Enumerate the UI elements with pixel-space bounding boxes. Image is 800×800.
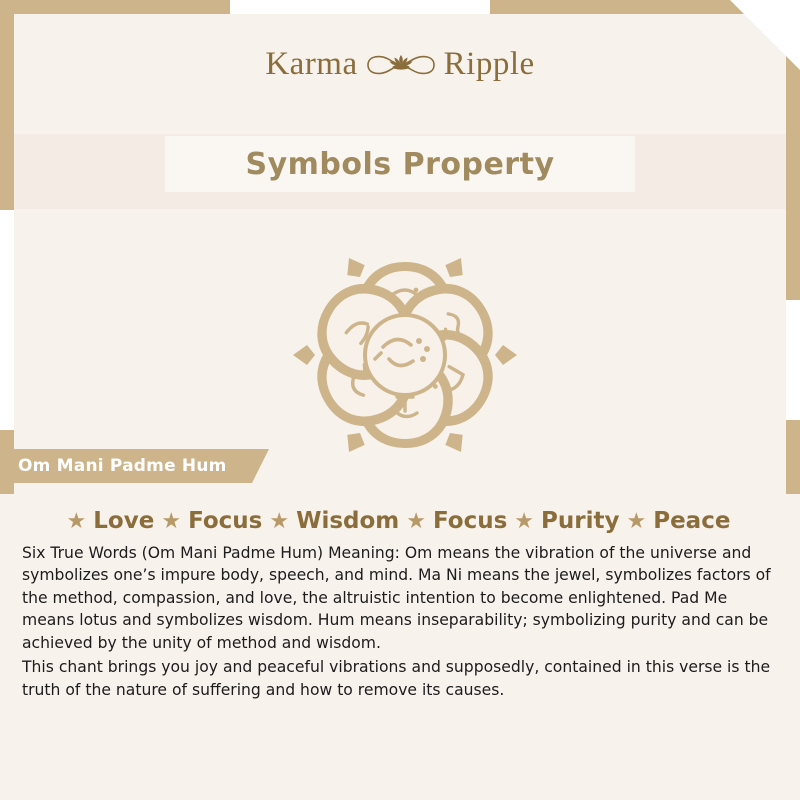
- star-icon: ★: [66, 508, 87, 533]
- keyword-peace: Peace: [653, 508, 731, 534]
- keyword-love: Love: [93, 508, 155, 534]
- brand-logo: [0, 46, 800, 83]
- body-text: [0, 538, 800, 701]
- keyword-purity: Purity: [541, 508, 620, 534]
- star-icon: ★: [161, 508, 182, 533]
- keyword-wisdom: Wisdom: [296, 508, 400, 534]
- star-icon: ★: [514, 508, 535, 533]
- body-paragraph-1: Six True Words (Om Mani Padme Hum) Meaning: Om means the vibration of the universe and symbolizes one’s impure body, speech, and mind. Ma Ni means the jewel, symbolizes factors of the method, compassion, and love, the altruistic intention to become enlightened. Pad Me means lotus and symbolizes wisdom. Hum means inseparability; symbolizing purity and can be achieved by the unity of method and wisdom.: [22, 544, 771, 652]
- star-icon: ★: [406, 508, 427, 533]
- brand-name-right: Ripple: [443, 46, 535, 82]
- mantra-tag: [0, 449, 252, 483]
- om-mani-padme-hum-mandala-icon: [255, 205, 555, 495]
- decor-band-mid-right: [786, 420, 800, 505]
- title-bar: [165, 136, 635, 192]
- brand-name-left: Karma: [265, 46, 358, 82]
- mantra-tag-label: Om Mani Padme Hum: [18, 456, 227, 476]
- keyword-focus-2: Focus: [433, 508, 508, 534]
- keyword-focus-1: Focus: [188, 508, 263, 534]
- keyword-row: [0, 494, 800, 538]
- star-icon: ★: [626, 508, 647, 533]
- star-icon: ★: [269, 508, 290, 533]
- decor-band-left: [0, 0, 14, 210]
- description-section: [0, 494, 800, 800]
- lotus-infinity-icon: [364, 48, 438, 82]
- brand-inline: [265, 46, 534, 83]
- decor-band-top-left: [0, 0, 230, 14]
- mantra-tag-notch: [252, 449, 269, 483]
- body-paragraph-2: This chant brings you joy and peaceful vibrations and supposedly, contained in this verse is the truth of the nature of suffering and how to remove its causes.: [22, 658, 771, 699]
- page-title: Symbols Property: [245, 146, 555, 182]
